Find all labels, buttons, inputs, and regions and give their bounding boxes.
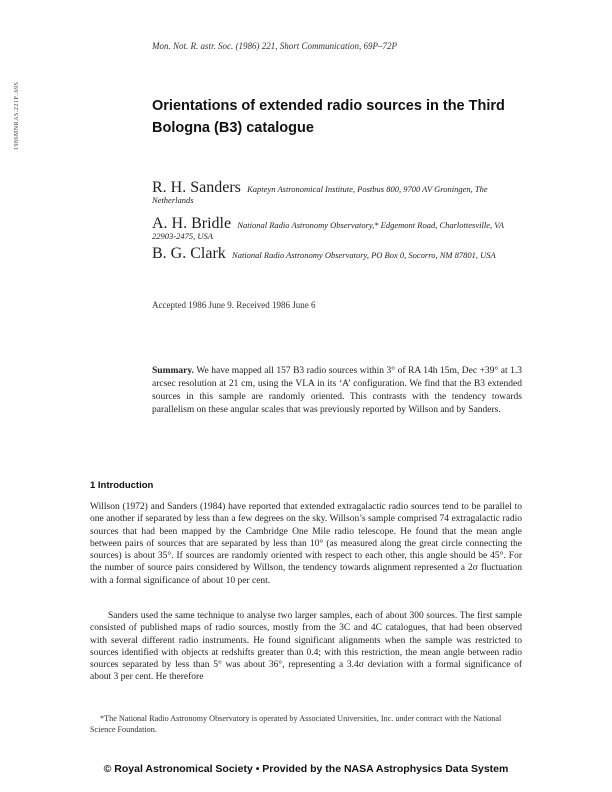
summary <box>152 365 522 417</box>
author-block <box>152 179 512 206</box>
journal-line: Mon. Not. R. astr. Soc. (1986) 221, Short Communication, 69P–72P <box>152 41 397 51</box>
accepted-date: Accepted 1986 June 9. Received 1986 June 6 <box>152 300 316 310</box>
author-affiliation: National Radio Astronomy Observatory, PO Box 0, Socorro, NM 87801, USA <box>232 250 496 260</box>
body-paragraph: Willson (1972) and Sanders (1984) have reported that extended extragalactic radio sources tend to be parallel to one another if separated by less than a few degrees on the sky. Willson’s sample comprised 74 extragalactic radio sources that had been mapped by the Cambridge One Mile radio telescope. He found that the mean angle between pairs of sources that are separated by less than 10° (as measured along the great circle connecting the sources) is about 35°. If sources are randomly oriented with respect to each other, this angle should be 45°. For the number of source pairs considered by Willson, the tendency towards alignment represented a 2σ fluctuation with a formal significance of about 10 per cent. <box>90 502 522 586</box>
author-name: R. H. Sanders <box>152 179 241 196</box>
author-block <box>152 245 512 262</box>
section-heading: 1 Introduction <box>90 480 154 491</box>
summary-text: We have mapped all 157 B3 radio sources within 3° of RA 14h 15m, Dec +39° at 1.3 arcsec resolution at 21 cm, using the VLA in its ‘A’ configuration. We find that the B3 extended sources in this sample are randomly oriented. This contrasts with the tendency towards parallelism on these angular scales that was previously reported by Willson and by Sanders. <box>152 366 522 415</box>
summary-label: Summary. <box>152 366 194 376</box>
author-affiliation: Kapteyn Astronomical Institute, Postbus 800, 9700 AV Groningen, The Netherlands <box>152 184 488 205</box>
author-name: B. G. Clark <box>152 245 226 262</box>
author-name: A. H. Bridle <box>152 215 232 232</box>
body-paragraph: Sanders used the same technique to analyse two larger samples, each of about 300 sources. The first sample consisted of published maps of radio sources, mostly from the 3C and 4C catalogues, that had been observed with several different radio instruments. He found significant alignments when the sample was restricted to sources identified with objects at redshifts greater than 0.4; with this restriction, the mean angle between radio sources separated by less than 5° was about 36°, representing a 3.4σ deviation with a formal significance of about 3 per cent. He therefore <box>90 611 522 683</box>
author-block <box>152 215 512 242</box>
paper-title: Orientations of extended radio sources in the Third Bologna (B3) catalogue <box>152 98 505 136</box>
bibcode-margin: 1986MNRAS.221P..69S <box>14 81 20 150</box>
author-affiliation: National Radio Astronomy Observatory,* Edgemont Road, Charlottesville, VA 22903-2475, USA <box>152 220 504 241</box>
footnote: *The National Radio Astronomy Observatory is operated by Associated Universities, Inc. under contract with the National Science Foundation. <box>90 714 502 734</box>
footer-credit: © Royal Astronomical Society • Provided by the NASA Astrophysics Data System <box>103 763 509 775</box>
